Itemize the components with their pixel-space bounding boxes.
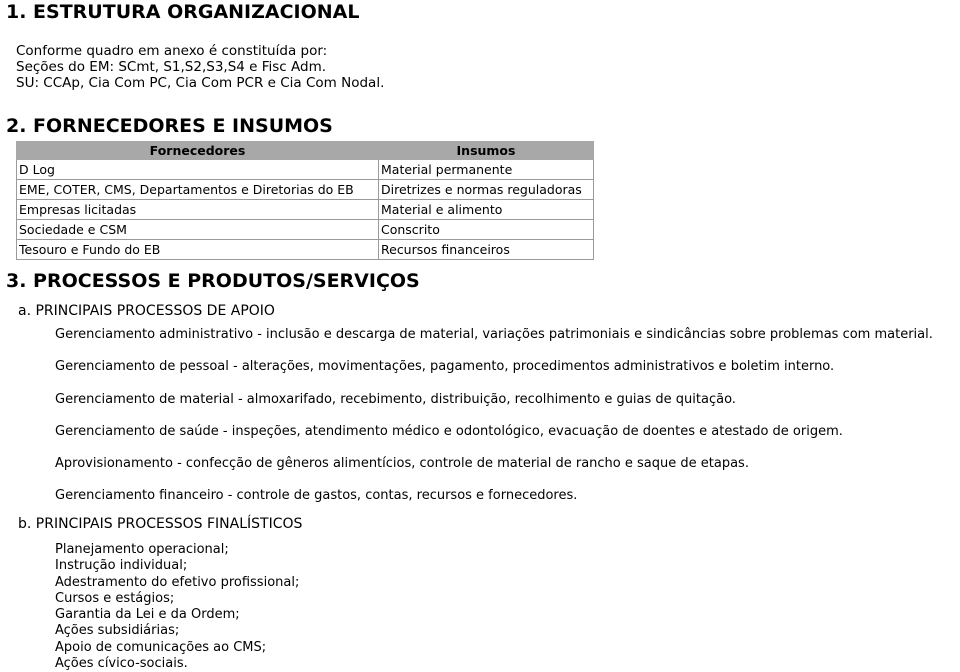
estrutura-line: Conforme quadro em anexo é constituída por: — [16, 43, 328, 59]
column-header-insumos: Insumos — [379, 142, 594, 160]
subsection-title-apoio: a. PRINCIPAIS PROCESSOS DE APOIO — [18, 303, 275, 319]
process-item: Aprovisionamento - confecção de gêneros alimentícios, controle de material de rancho e saque de etapas. — [55, 456, 749, 471]
subsection-title-finalisticos: b. PRINCIPAIS PROCESSOS FINALÍSTICOS — [18, 516, 303, 532]
list-item: Instrução individual; — [55, 558, 188, 574]
section-title-fornecedores: 2. FORNECEDORES E INSUMOS — [6, 115, 333, 137]
fornecedores-table — [16, 141, 594, 260]
section-title-estrutura: 1. ESTRUTURA ORGANIZACIONAL — [6, 1, 360, 23]
process-item: Gerenciamento de material - almoxarifado, recebimento, distribuição, recolhimento e guias de quitação. — [55, 392, 736, 407]
list-item: Adestramento do efetivo profissional; — [55, 574, 300, 590]
estrutura-line: Seções do EM: SCmt, S1,S2,S3,S4 e Fisc Adm. — [16, 59, 327, 75]
table-cell-fornecedor: EME, COTER, CMS, Departamentos e Diretorias do EB — [17, 180, 379, 200]
estrutura-text — [16, 43, 384, 91]
list-item: Apoio de comunicações ao CMS; — [55, 639, 267, 655]
table-header-row — [17, 142, 594, 160]
column-header-fornecedores: Fornecedores — [17, 142, 379, 160]
table-row — [17, 220, 594, 240]
table-cell-fornecedor: D Log — [17, 160, 379, 180]
estrutura-line: SU: CCAp, Cia Com PC, Cia Com PCR e Cia Com Nodal. — [16, 75, 385, 91]
table-cell-insumo: Recursos financeiros — [379, 240, 594, 260]
list-item: Garantia da Lei e da Ordem; — [55, 607, 240, 623]
process-item: Gerenciamento financeiro - controle de gastos, contas, recursos e fornecedores. — [55, 488, 578, 503]
section-title-processos: 3. PROCESSOS E PRODUTOS/SERVIÇOS — [6, 270, 420, 292]
process-item: Gerenciamento de saúde - inspeções, atendimento médico e odontológico, evacuação de doentes e atestado de origem. — [55, 424, 843, 439]
process-item: Gerenciamento administrativo - inclusão e descarga de material, variações patrimoniais e sindicâncias sobre problemas com material. — [55, 327, 933, 342]
list-item: Cursos e estágios; — [55, 590, 175, 606]
table-row — [17, 200, 594, 220]
table-cell-fornecedor: Sociedade e CSM — [17, 220, 379, 240]
table-cell-insumo: Material permanente — [379, 160, 594, 180]
table-cell-insumo: Diretrizes e normas reguladoras — [379, 180, 594, 200]
list-item: Ações subsidiárias; — [55, 623, 180, 639]
table-row — [17, 240, 594, 260]
process-item: Gerenciamento de pessoal - alterações, movimentações, pagamento, procedimentos administrativos e boletim interno. — [55, 359, 835, 374]
table-cell-fornecedor: Tesouro e Fundo do EB — [17, 240, 379, 260]
table-cell-insumo: Material e alimento — [379, 200, 594, 220]
table-cell-fornecedor: Empresas licitadas — [17, 200, 379, 220]
table-cell-insumo: Conscrito — [379, 220, 594, 240]
list-item: Ações cívico-sociais. — [55, 656, 188, 672]
table-row — [17, 180, 594, 200]
list-item: Planejamento operacional; — [55, 542, 229, 557]
finalisticos-list — [55, 542, 299, 672]
table-row — [17, 160, 594, 180]
